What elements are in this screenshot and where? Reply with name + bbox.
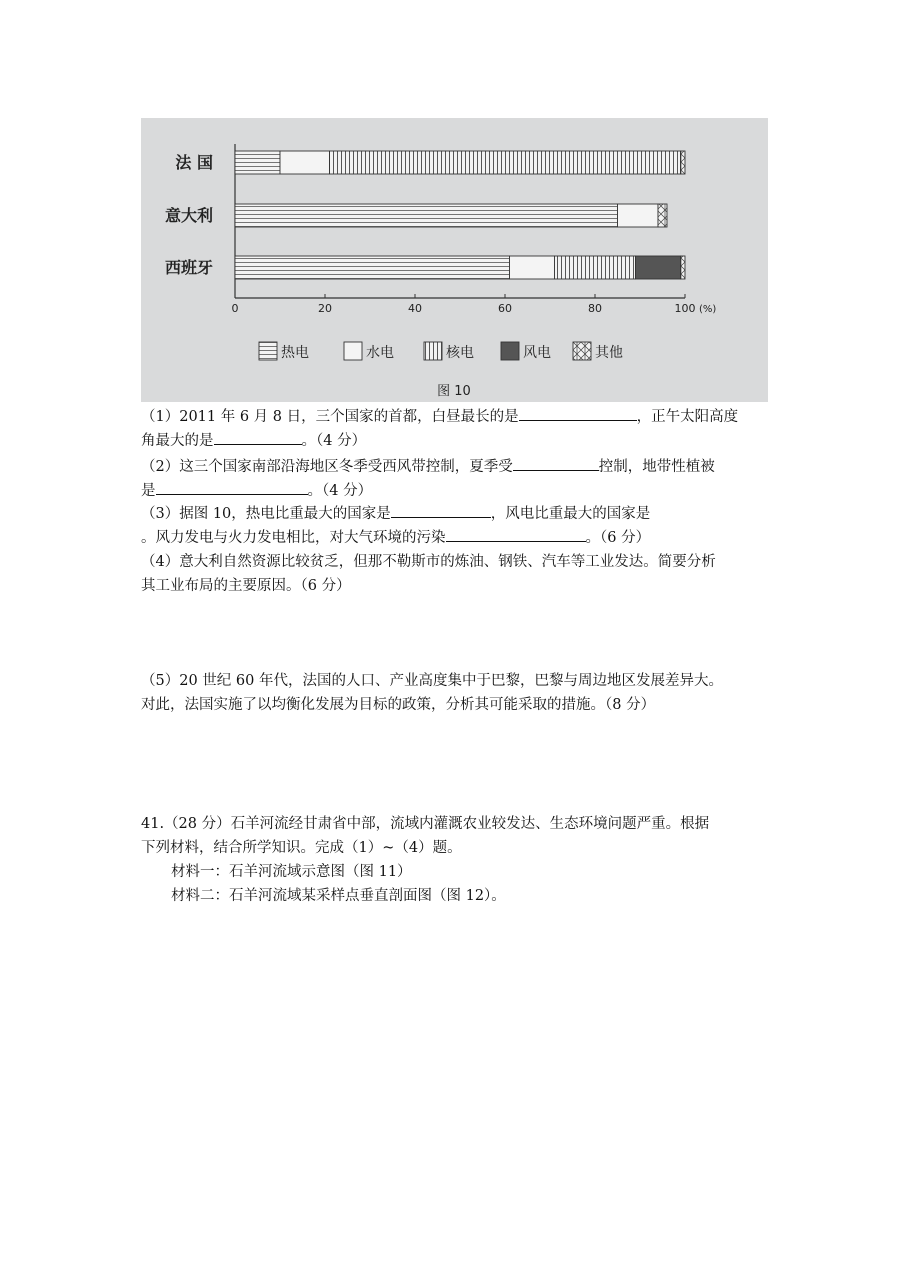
legend-label: 核电 [446,345,474,361]
bar-segment [555,256,636,279]
material-1: 材料一：石羊河流域示意图（图 11） [171,864,412,880]
q3-text-c: 。风力发电与火力发电相比，对大气环境的污染 [141,530,446,546]
category-label: 西班牙 [164,258,213,277]
q3-text-d: 。（6 分） [585,530,651,546]
bar-segment [235,204,618,227]
bar-segment [658,204,667,227]
q41-text-b: 下列材料，结合所学知识。完成（1）~（4）题。 [141,840,462,856]
bar-segment [681,256,686,279]
x-tick-label: 60 [498,302,512,315]
bar-segment [681,151,686,174]
q4-text-a: （4）意大利自然资源比较贫乏，但那不勒斯市的炼油、钢铁、汽车等工业发达。简要分析 [141,554,716,570]
legend-swatch [573,342,591,360]
q1-text-c: 角最大的是 [141,433,214,449]
q1-blank-2[interactable] [214,430,302,445]
x-tick-label: 20 [318,302,332,315]
q2-blank-1[interactable] [513,456,599,471]
q5-text-a: （5）20 世纪 60 年代，法国的人口、产业高度集中于巴黎，巴黎与周边地区发展差异大。 [141,673,723,689]
q1-text-d: 。（4 分） [301,433,367,449]
q4-text-b: 其工业布局的主要原因。（6 分） [141,578,351,594]
legend-swatch [424,342,442,360]
bar-segment [280,151,330,174]
legend-label: 热电 [281,345,309,361]
q2-blank-2[interactable] [156,480,308,495]
question-1 [141,405,773,453]
bar-segment [235,151,280,174]
legend-label: 风电 [523,345,551,361]
x-tick-label: 80 [588,302,602,315]
legend-swatch [501,342,519,360]
category-label: 意大利 [164,206,213,225]
q41-text-a: 41.（28 分）石羊河流经甘肃省中部，流域内灌溉农业较发达、生态环境问题严重。根据 [141,816,710,832]
x-tick-label: 0 [231,302,239,315]
q2-text-b: 控制，地带性植被 [598,459,715,475]
x-tick-label: 40 [408,302,422,315]
legend-swatch [259,342,277,360]
q3-text-b: ，风电比重最大的国家是 [490,506,651,522]
q2-text-c: 是 [141,483,156,499]
legend-label: 其他 [595,345,623,361]
q3-text-a: （3）据图 10，热电比重最大的国家是 [141,506,391,522]
q2-text-d: 。（4 分） [307,483,373,499]
q2-text-a: （2）这三个国家南部沿海地区冬季受西风带控制，夏季受 [141,459,513,475]
q3-blank-2[interactable] [446,527,586,542]
q1-text-b: ，正午太阳高度 [636,409,739,425]
bar-segment [235,256,510,279]
stacked-bar-chart [141,118,768,402]
q1-text-a: （1）2011 年 6 月 8 日，三个国家的首都，白昼最长的是 [141,409,519,425]
question-41 [141,812,773,908]
q1-blank-1[interactable] [519,406,637,421]
x-tick-label: 100 [674,302,696,315]
legend-swatch [344,342,362,360]
bar-segment [636,256,681,279]
question-5 [141,669,773,717]
question-2 [141,455,773,503]
bar-segment [510,256,555,279]
x-unit-label: (%) [699,304,717,315]
question-3 [141,502,773,550]
q5-text-b: 对此，法国实施了以均衡化发展为目标的政策，分析其可能采取的措施。（8 分） [141,697,656,713]
bar-segment [618,204,659,227]
q3-blank-1[interactable] [391,503,491,518]
bar-segment [330,151,681,174]
figure-caption: 图 10 [437,384,471,399]
legend-label: 水电 [366,345,394,361]
material-2: 材料二：石羊河流域某采样点垂直剖面图（图 12）。 [171,888,506,904]
energy-structure-figure [141,118,768,402]
question-4 [141,550,773,598]
category-label: 法 国 [175,153,213,172]
